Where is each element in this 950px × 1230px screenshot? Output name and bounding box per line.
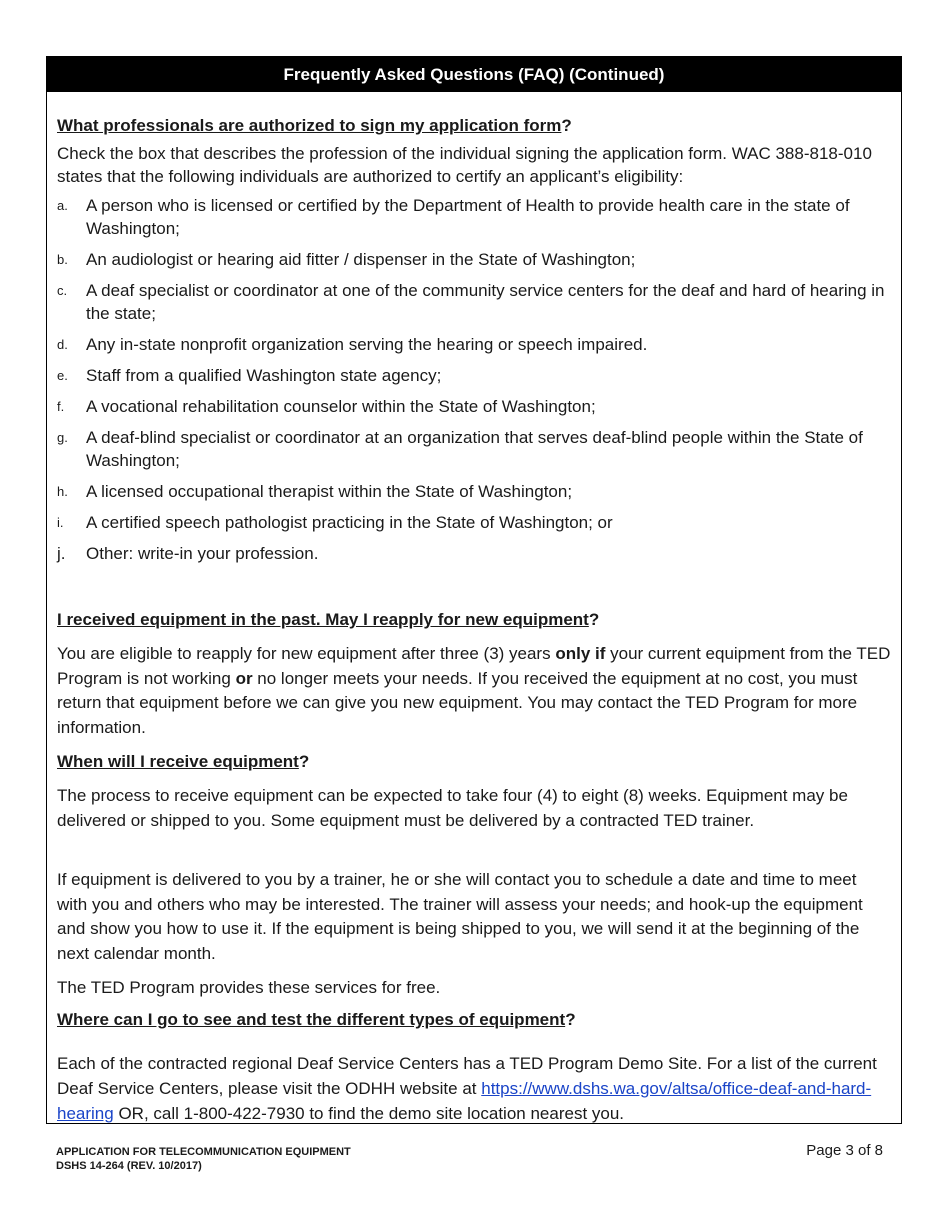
question-heading: What professionals are authorized to sign my application form bbox=[57, 116, 562, 135]
question-authorized-professionals bbox=[57, 114, 572, 137]
emphasis-or: or bbox=[235, 668, 253, 688]
paragraph-trainer-delivery: If equipment is delivered to you by a trainer, he or she will contact you to schedule a date and time to meet with you and others who may be interested. The trainer will assess your needs; and hook-up the equipment and show you how to use it. If the equipment is being shipped to you, we will send it at the beginning of the next calendar month. bbox=[57, 870, 863, 963]
question-mark: ? bbox=[565, 1010, 576, 1029]
page-number: Page 3 of 8 bbox=[806, 1142, 883, 1159]
question-mark: ? bbox=[588, 610, 600, 629]
list-item bbox=[57, 395, 891, 418]
list-marker: c. bbox=[57, 283, 68, 298]
list-item bbox=[57, 333, 891, 356]
question-heading: I received equipment in the past. May I reapply for new equipment bbox=[57, 610, 589, 629]
paragraph-demo-sites bbox=[57, 1052, 891, 1126]
list-item-text: Any in-state nonprofit organization serving the hearing or speech impaired. bbox=[86, 335, 648, 354]
question-heading: When will I receive equipment bbox=[57, 752, 299, 771]
odhh-website-link[interactable]: https://www.dshs.wa.gov/altsa/office-deaf-and-hard-hearing bbox=[57, 1078, 872, 1123]
list-item bbox=[57, 194, 891, 240]
question-receive-equipment bbox=[57, 750, 309, 773]
text-span: your current equipment from the TED Program is not working bbox=[57, 644, 891, 688]
question-mark: ? bbox=[298, 752, 310, 771]
text-span: OR, call 1-800-422-7930 to find the demo site location nearest you. bbox=[113, 1103, 625, 1123]
list-marker: g. bbox=[57, 430, 68, 445]
list-item-text: Other: write-in your profession. bbox=[86, 544, 319, 563]
list-item-text: An audiologist or hearing aid fitter / dispenser in the State of Washington; bbox=[86, 250, 636, 269]
list-marker: e. bbox=[57, 368, 68, 383]
question-mark: ? bbox=[561, 116, 572, 135]
text-span: You are eligible to reapply for new equipment after three (3) years bbox=[57, 644, 556, 663]
question-reapply bbox=[57, 608, 599, 631]
list-item-text: A deaf specialist or coordinator at one of the community service centers for the deaf and hard of hearing in the state; bbox=[86, 281, 885, 323]
list-item-text: Staff from a qualified Washington state agency; bbox=[86, 366, 442, 385]
list-marker: i. bbox=[57, 515, 64, 530]
list-item bbox=[57, 542, 891, 565]
text-span: Each of the contracted regional Deaf Service Centers has a TED Program Demo Site. For a list of the current Deaf Service Centers, please visit the ODHH website at bbox=[57, 1054, 877, 1098]
list-marker: j. bbox=[57, 544, 66, 563]
professionals-list bbox=[57, 194, 891, 573]
list-marker: b. bbox=[57, 252, 68, 267]
list-item bbox=[57, 279, 891, 325]
list-item bbox=[57, 364, 891, 387]
list-marker: h. bbox=[57, 484, 68, 499]
list-item bbox=[57, 480, 891, 503]
faq-frame bbox=[46, 56, 902, 1124]
footer-form-number: DSHS 14-264 (REV. 10/2017) bbox=[56, 1160, 202, 1172]
emphasis-only-if: only if bbox=[555, 644, 606, 663]
list-item bbox=[57, 426, 891, 472]
list-marker: f. bbox=[57, 399, 65, 414]
list-marker: a. bbox=[57, 198, 68, 213]
list-item bbox=[57, 248, 891, 271]
list-item bbox=[57, 511, 891, 534]
list-item-text: A licensed occupational therapist within the State of Washington; bbox=[86, 482, 573, 501]
question-demo-sites bbox=[57, 1008, 576, 1031]
question-heading: Where can I go to see and test the different types of equipment bbox=[57, 1010, 566, 1029]
paragraph-receive-timing: The process to receive equipment can be expected to take four (4) to eight (8) weeks. Equipment may be delivered or shipped to you. Some equipment must be delivered by a contracted TED trainer. bbox=[57, 786, 848, 830]
list-item-text: A person who is licensed or certified by the Department of Health to provide health care in the state of Washington; bbox=[86, 196, 850, 238]
list-marker: d. bbox=[57, 337, 68, 352]
list-item-text: A vocational rehabilitation counselor within the State of Washington; bbox=[86, 397, 596, 416]
footer-form-title: APPLICATION FOR TELECOMMUNICATION EQUIPMENT bbox=[56, 1146, 351, 1158]
paragraph-reapply bbox=[57, 642, 891, 740]
list-item-text: A deaf-blind specialist or coordinator at an organization that serves deaf-blind people within the State of Washington; bbox=[86, 428, 863, 470]
footer-form-id bbox=[56, 1145, 351, 1173]
paragraph-free-services: The TED Program provides these services for free. bbox=[57, 978, 441, 997]
list-item-text: A certified speech pathologist practicing in the State of Washington; or bbox=[86, 513, 613, 532]
faq-banner-title: Frequently Asked Questions (FAQ) (Continued) bbox=[47, 57, 901, 92]
text-span: no longer meets your needs. If you received the equipment at no cost, you must return that equipment before we can give you new equipment. You may contact the TED Program for more information. bbox=[57, 668, 858, 737]
paragraph-authorized-intro: Check the box that describes the profession of the individual signing the application form. WAC 388-818-010 states that the following individuals are authorized to certify an applicant’s eligibility: bbox=[57, 144, 872, 186]
